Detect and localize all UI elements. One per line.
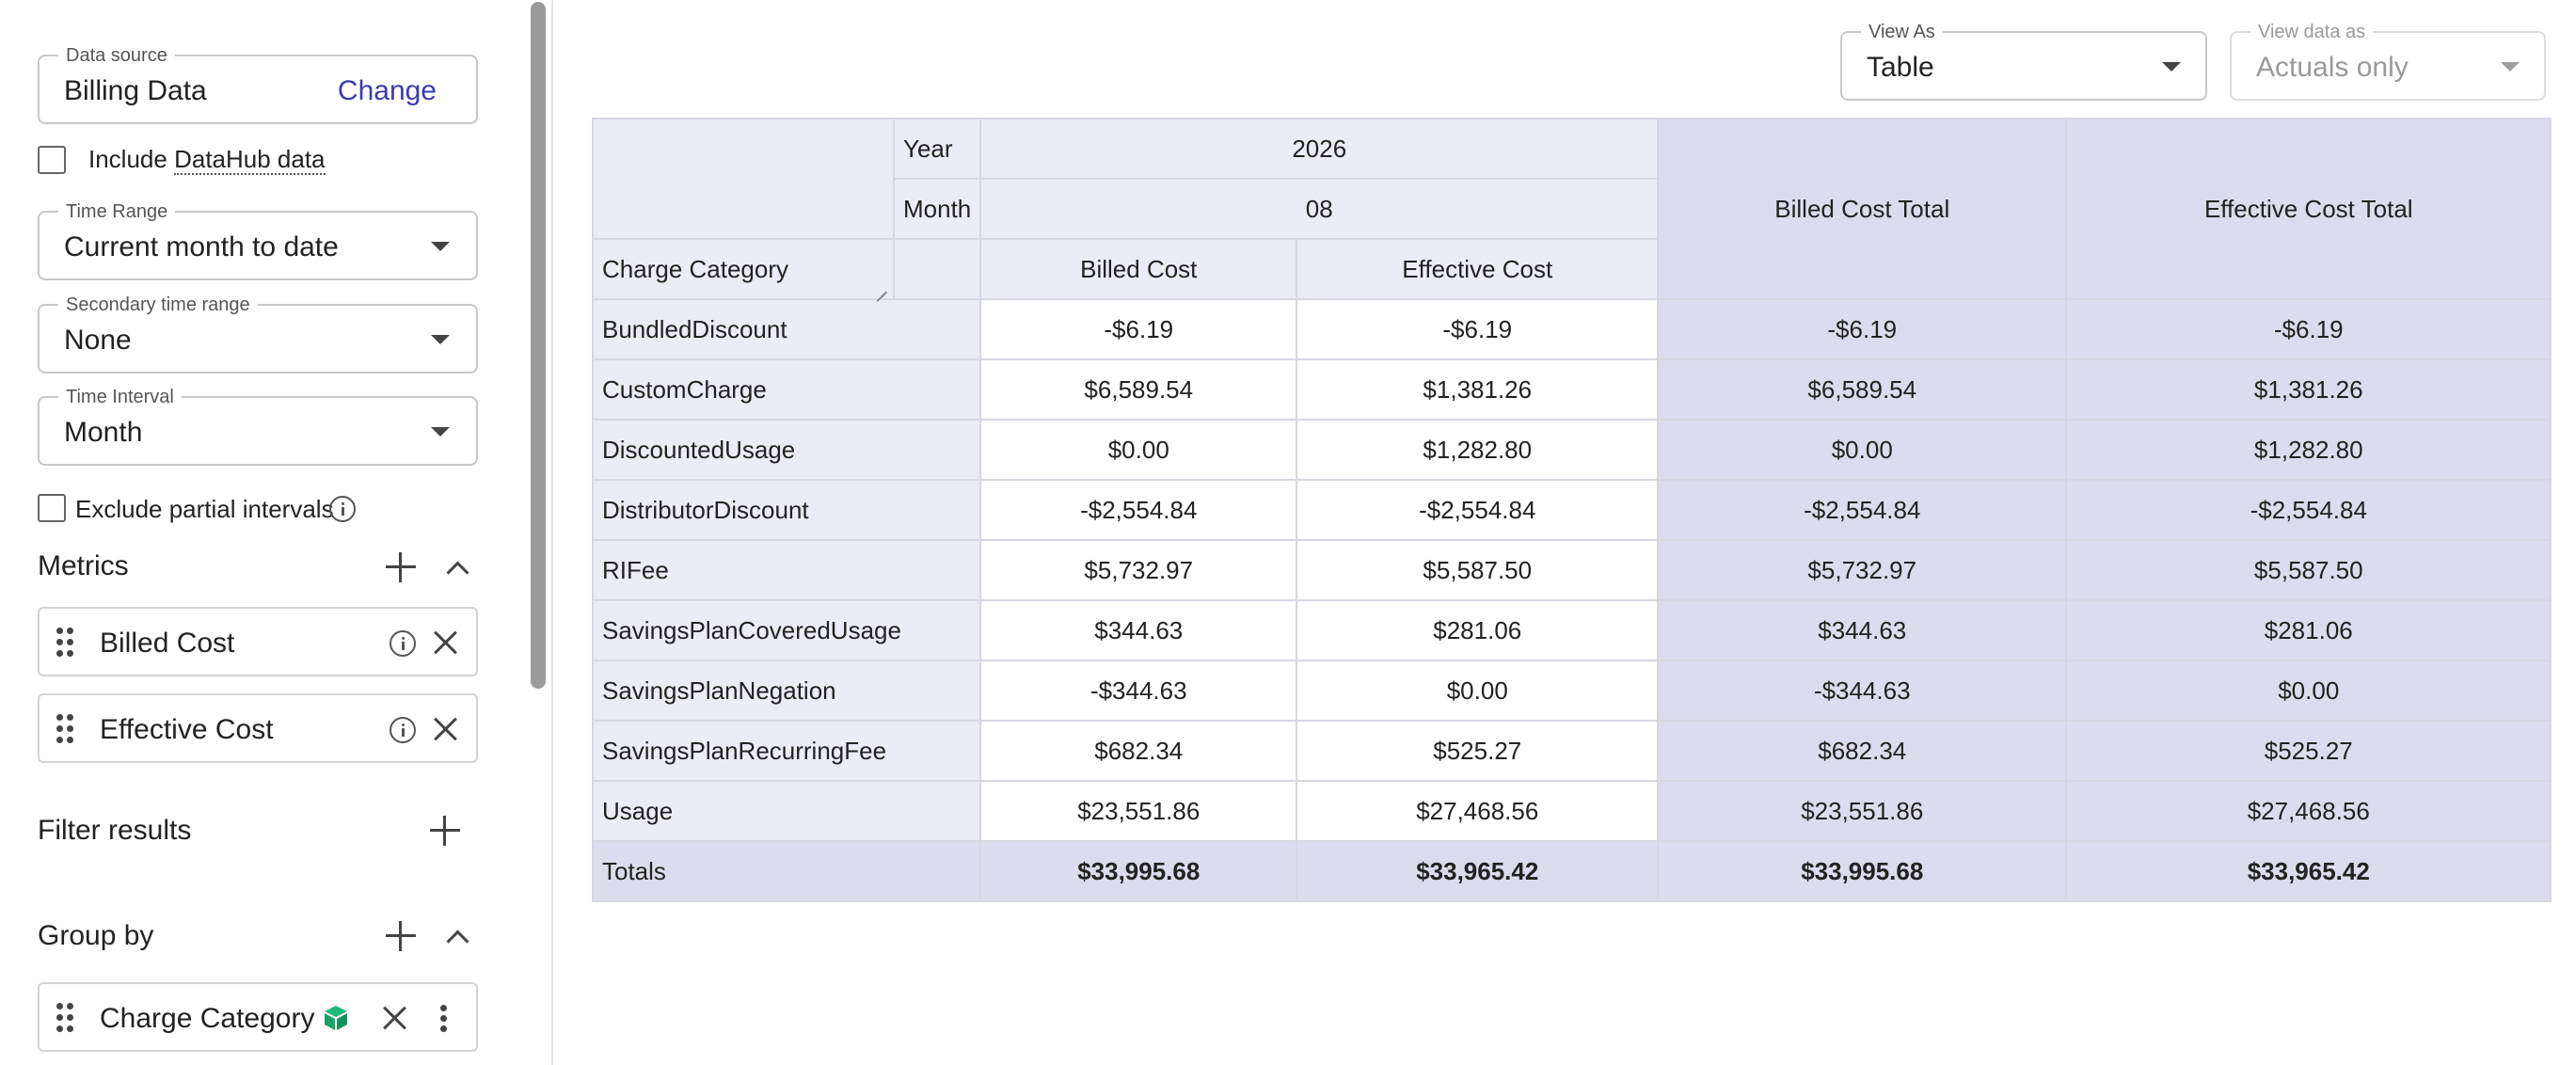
cube-icon [322,1004,350,1032]
billed-cost-total-cell: -$6.19 [1658,299,2066,359]
secondary-time-range-select[interactable] [38,294,478,374]
secondary-time-range-value: None [64,325,132,356]
billed-cost-total-cell: $5,732.97 [1658,540,2066,600]
charge-category-cell: BundledDiscount [593,299,980,359]
change-data-source-button[interactable]: Change [337,75,437,106]
effective-cost-header[interactable]: Effective Cost [1296,239,1658,299]
table-row[interactable] [593,480,2551,540]
billed-cost-cell: $23,551.86 [980,781,1296,841]
view-data-as-value: Actuals only [2256,52,2409,83]
include-datahub-label[interactable] [88,145,326,173]
billed-cost-total-cell: -$344.63 [1658,660,2066,721]
info-icon[interactable] [329,496,356,522]
exclude-partial-label[interactable]: Exclude partial intervals [75,495,334,523]
table-row[interactable] [593,660,2551,721]
charge-category-cell: Usage [593,781,980,841]
caret-down-icon [2162,62,2181,72]
table-row[interactable] [593,721,2551,781]
corner-header-cell [593,119,894,239]
charge-category-cell: SavingsPlanNegation [593,660,980,721]
time-interval-select[interactable] [38,387,478,466]
drag-handle-icon[interactable] [56,628,75,658]
filter-results-title: Filter results [38,815,192,846]
table-row[interactable] [593,299,2551,359]
effective-cost-total-cell: $1,381.26 [2066,359,2551,420]
data-source-value: Billing Data [64,75,207,106]
metrics-title: Metrics [38,550,129,581]
sidebar-scrollbar-thumb[interactable] [531,2,546,689]
effective-cost-total-cell: $281.06 [2066,600,2551,660]
time-interval-value: Month [64,417,143,448]
charge-category-cell: RIFee [593,540,980,600]
include-datahub-checkbox[interactable] [38,146,66,174]
metric-label: Billed Cost [100,628,235,659]
effective-cost-total-cell: $525.27 [2066,721,2551,781]
remove-metric-close-icon[interactable] [433,629,459,656]
table-row[interactable] [593,420,2551,480]
billed-cost-total-cell: -$2,554.84 [1658,480,2066,540]
table-row[interactable] [593,540,2551,600]
charge-category-header-label: Charge Category [602,254,788,283]
billed-cost-cell: $5,732.97 [980,540,1296,600]
effective-cost-cell: $27,468.56 [1296,781,1658,841]
secondary-time-range-label: Secondary time range [58,294,258,315]
time-range-label: Time Range [58,201,175,222]
remove-group-close-icon[interactable] [382,1005,408,1031]
collapse-metrics-chevron-up-icon[interactable] [442,555,470,583]
billed-cost-total-cell: $23,551.86 [1658,781,2066,841]
exclude-partial-checkbox[interactable] [38,494,66,522]
info-icon[interactable] [390,630,416,657]
charge-category-cell: SavingsPlanRecurringFee [593,721,980,781]
effective-cost-cell: $1,381.26 [1296,359,1658,420]
effective-cost-sum-cell: $33,965.42 [1296,841,1658,901]
effective-cost-total-cell: $0.00 [2066,660,2551,721]
effective-cost-total-cell: $27,468.56 [2066,781,2551,841]
effective-cost-cell: $525.27 [1296,721,1658,781]
billed-cost-total-cell: $0.00 [1658,420,2066,480]
month-value-cell: 08 [980,179,1658,239]
effective-cost-total-cell: $5,587.50 [2066,540,2551,600]
effective-cost-cell: -$6.19 [1296,299,1658,359]
collapse-group-by-chevron-up-icon[interactable] [442,924,470,952]
view-as-label: View As [1861,22,1943,42]
year-value-cell: 2026 [980,119,1658,179]
resize-handle-icon[interactable] [874,279,887,293]
charge-category-cell: CustomCharge [593,359,980,420]
billed-cost-total-cell: $682.34 [1658,721,2066,781]
view-data-as-label: View data as [2250,22,2373,42]
billed-cost-cell: -$6.19 [980,299,1296,359]
billed-cost-total-header[interactable]: Billed Cost Total [1658,119,2066,299]
table-row[interactable] [593,600,2551,660]
year-label-cell: Year [894,119,980,179]
include-datahub-prefix: Include [88,145,175,173]
billed-cost-cell: -$2,554.84 [980,480,1296,540]
charge-category-cell: SavingsPlanCoveredUsage [593,600,980,660]
table-row[interactable] [593,359,2551,420]
drag-handle-icon[interactable] [56,1003,75,1033]
billed-cost-cell: $6,589.54 [980,359,1296,420]
group-label: Charge Category [100,1003,315,1034]
month-label-cell: Month [894,179,980,239]
charge-category-header[interactable] [593,239,894,299]
caret-down-icon [431,335,450,344]
billed-cost-cell: $344.63 [980,600,1296,660]
time-range-value: Current month to date [64,231,339,262]
effective-cost-total-header[interactable]: Effective Cost Total [2066,119,2551,299]
more-options-icon[interactable] [440,1005,448,1033]
billed-cost-header[interactable]: Billed Cost [980,239,1296,299]
add-metric-plus-icon[interactable] [386,552,416,582]
empty-header-cell [894,239,980,299]
data-source-field[interactable] [38,45,478,124]
info-icon[interactable] [390,717,416,743]
billed-cost-cell: $682.34 [980,721,1296,781]
remove-metric-close-icon[interactable] [433,716,459,742]
data-source-label: Data source [58,45,175,66]
drag-handle-icon[interactable] [56,714,75,744]
datahub-link[interactable]: DataHub data [174,145,326,173]
billed-cost-cell: $0.00 [980,420,1296,480]
add-filter-plus-icon[interactable] [430,816,460,846]
query-builder-panel [0,0,553,1065]
metric-chip-effective-cost[interactable] [38,693,478,763]
effective-cost-cell: $5,587.50 [1296,540,1658,600]
billed-cost-total-cell: $344.63 [1658,600,2066,660]
effective-cost-total-sum-cell: $33,965.42 [2066,841,2551,901]
group-chip-charge-category[interactable] [38,982,478,1052]
totals-row [593,841,2551,901]
billed-cost-total-cell: $6,589.54 [1658,359,2066,420]
billed-cost-cell: -$344.63 [980,660,1296,721]
time-range-select[interactable] [38,201,478,280]
caret-down-icon [2501,62,2520,72]
group-by-title: Group by [38,920,154,951]
view-as-value: Table [1867,52,1934,83]
totals-label-cell: Totals [593,841,980,901]
add-group-plus-icon[interactable] [386,921,416,951]
caret-down-icon [431,427,450,437]
metric-label: Effective Cost [100,714,274,745]
billed-cost-sum-cell: $33,995.68 [980,841,1296,901]
metric-chip-billed-cost[interactable] [38,607,478,676]
charge-category-cell: DistributorDiscount [593,480,980,540]
effective-cost-cell: $281.06 [1296,600,1658,660]
effective-cost-total-cell: $1,282.80 [2066,420,2551,480]
pivot-table [592,118,2552,902]
effective-cost-cell: -$2,554.84 [1296,480,1658,540]
time-interval-label: Time Interval [58,387,182,407]
billed-cost-total-sum-cell: $33,995.68 [1658,841,2066,901]
effective-cost-total-cell: -$6.19 [2066,299,2551,359]
caret-down-icon [431,242,450,251]
effective-cost-cell: $0.00 [1296,660,1658,721]
effective-cost-cell: $1,282.80 [1296,420,1658,480]
view-as-select[interactable] [1840,22,2207,101]
table-row[interactable] [593,781,2551,841]
charge-category-cell: DiscountedUsage [593,420,980,480]
view-data-as-select[interactable] [2230,22,2546,101]
effective-cost-total-cell: -$2,554.84 [2066,480,2551,540]
